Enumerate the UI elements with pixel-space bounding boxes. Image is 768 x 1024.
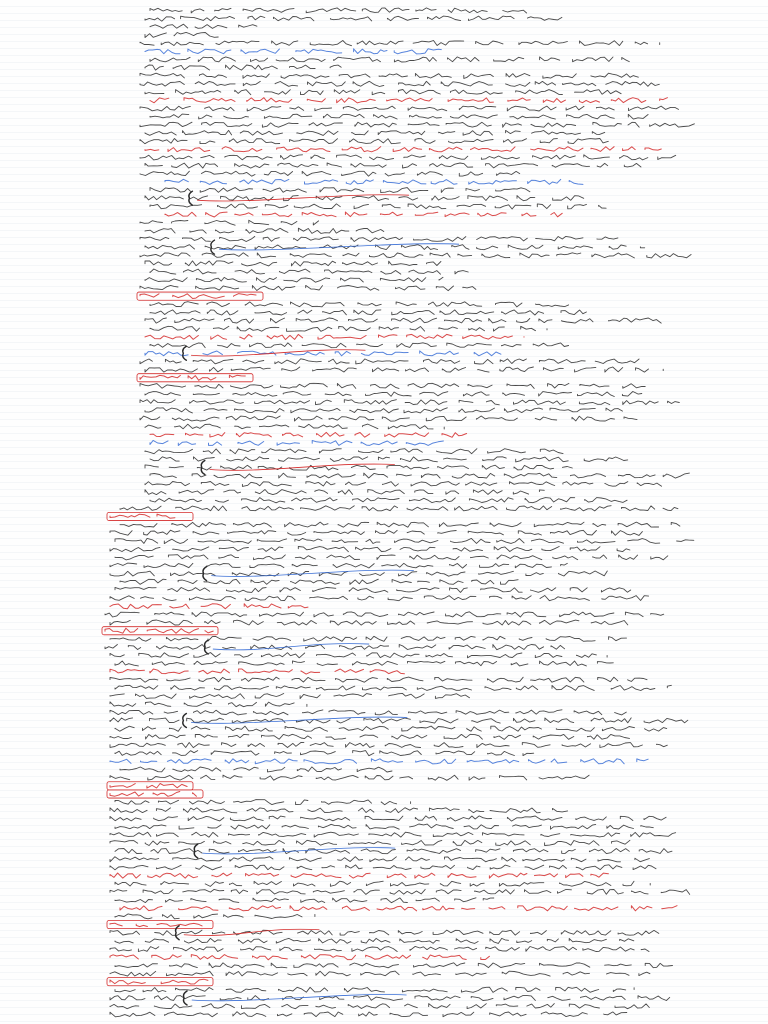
- handwritten-line: [110, 547, 630, 552]
- handwritten-line: [110, 946, 649, 951]
- handwritten-line: [110, 620, 628, 625]
- handwritten-line: [110, 865, 656, 870]
- handwritten-line: [150, 498, 627, 503]
- handwritten-line: [145, 228, 384, 233]
- handwritten-line: [140, 81, 659, 86]
- handwritten-line: [145, 90, 621, 95]
- handwritten-line: [110, 979, 208, 984]
- handwritten-line: [145, 65, 341, 70]
- handwritten-line: [150, 302, 569, 307]
- handwritten-line: [110, 832, 676, 837]
- handwritten-line: [145, 277, 443, 282]
- handwritten-line: [120, 522, 680, 527]
- handwritten-line: [115, 661, 613, 666]
- handwritten-line: [140, 383, 645, 388]
- handwritten-line: [110, 596, 649, 601]
- handwritten-line: [150, 8, 527, 13]
- connector-stroke: [203, 848, 395, 854]
- handwritten-line: [115, 938, 634, 943]
- handwritten-line: [105, 645, 565, 650]
- handwritten-line: [110, 514, 175, 518]
- handwritten-line: [150, 269, 468, 274]
- handwritten-line: [120, 767, 392, 772]
- handwritten-line: [110, 808, 568, 813]
- handwritten-line: [145, 49, 441, 54]
- handwritten-line: [110, 923, 202, 926]
- handwritten-line: [110, 759, 648, 764]
- handwritten-line: [150, 343, 569, 348]
- handwritten-line: [140, 359, 639, 364]
- handwritten-line: [110, 653, 607, 658]
- handwritten-line: [150, 457, 628, 462]
- handwritten-line: [145, 367, 663, 372]
- handwritten-line: [145, 16, 562, 21]
- handwritten-line: [145, 32, 218, 37]
- handwritten-line: [150, 24, 257, 28]
- handwritten-line: [110, 530, 642, 535]
- handwritten-line: [110, 857, 649, 862]
- brace-mark: [211, 240, 215, 254]
- handwritten-line: [140, 220, 319, 225]
- handwritten-line: [145, 334, 524, 339]
- handwritten-line: [150, 440, 443, 445]
- handwritten-line: [110, 734, 630, 739]
- handwritten-line: [115, 751, 534, 756]
- handwritten-line: [150, 432, 467, 437]
- handwritten-line: [115, 538, 694, 543]
- handwritten-line: [115, 555, 668, 560]
- handwritten-line: [120, 579, 518, 584]
- handwritten-line: [140, 253, 691, 258]
- handwritten-line: [140, 236, 618, 241]
- handwritten-line: [115, 914, 315, 919]
- handwritten-line: [115, 726, 667, 731]
- handwritten-line: [150, 57, 629, 62]
- handwritten-line: [165, 212, 562, 217]
- handwritten-line: [115, 800, 411, 805]
- handwritten-line: [110, 775, 589, 780]
- handwritten-line: [110, 840, 630, 845]
- boxed-heading-mark: [102, 627, 218, 635]
- brace-mark: [176, 926, 180, 940]
- boxed-heading-mark: [107, 920, 213, 928]
- handwritten-line: [110, 693, 470, 698]
- handwritten-line: [110, 955, 489, 960]
- boxed-heading-mark: [137, 374, 253, 382]
- handwritten-line: [140, 400, 679, 405]
- handwritten-line: [110, 604, 308, 609]
- handwritten-line: [140, 106, 679, 111]
- handwritten-line: [110, 1004, 649, 1009]
- brace-mark: [205, 640, 209, 654]
- handwritten-line: [150, 188, 530, 193]
- handwritten-line: [115, 963, 673, 968]
- handwritten-line: [145, 130, 605, 135]
- boxed-heading-mark: [107, 512, 193, 520]
- handwritten-line: [110, 995, 670, 1000]
- handwritten-line: [110, 702, 307, 707]
- handwritten-line: [150, 473, 689, 478]
- handwritten-line: [145, 465, 572, 470]
- handwritten-line: [115, 881, 650, 886]
- brace-mark: [201, 461, 205, 475]
- handwritten-line: [110, 889, 690, 894]
- handwritten-line: [145, 351, 501, 356]
- handwritten-line: [110, 742, 667, 747]
- handwritten-line: [115, 987, 634, 992]
- handwritten-line: [140, 155, 676, 160]
- handwritten-line: [110, 1012, 627, 1017]
- handwritten-line: [140, 73, 638, 78]
- handwritten-line: [150, 114, 648, 119]
- handwritten-line: [140, 375, 245, 380]
- handwritten-line: [150, 204, 606, 209]
- handwritten-line: [145, 147, 661, 152]
- handwritten-line: [140, 122, 694, 127]
- handwritten-line: [110, 669, 404, 674]
- handwritten-line: [110, 971, 650, 976]
- brace-mark: [183, 346, 187, 360]
- handwritten-line: [120, 506, 678, 511]
- handwritten-line: [140, 139, 608, 144]
- handwritten-line: [165, 179, 583, 184]
- handwritten-line: [145, 163, 641, 168]
- handwritten-line: [145, 261, 441, 266]
- handwritten-line: [145, 196, 584, 201]
- handwritten-line: [140, 285, 476, 290]
- handwritten-line: [110, 930, 659, 935]
- handwritten-line: [150, 98, 667, 103]
- handwritten-line: [110, 677, 647, 682]
- handwritten-line: [115, 898, 494, 903]
- handwritten-line: [115, 587, 631, 592]
- handwritten-line: [140, 416, 637, 421]
- handwritten-line: [110, 816, 666, 821]
- handwritten-line: [110, 571, 607, 576]
- handwritten-line: [110, 563, 567, 568]
- handwritten-line: [105, 612, 664, 617]
- handwritten-line: [110, 710, 626, 715]
- handwritten-line: [150, 326, 547, 331]
- handwritten-line: [110, 873, 608, 878]
- handwritten-line: [115, 849, 672, 854]
- handwritten-line: [115, 685, 671, 690]
- handwritten-line: [145, 424, 444, 429]
- handwritten-line: [110, 784, 187, 789]
- handwritten-line: [110, 636, 627, 641]
- handwritten-line: [120, 906, 677, 911]
- handwritten-line: [145, 449, 563, 454]
- handwritten-line: [145, 490, 544, 495]
- handwritten-line: [145, 408, 623, 413]
- handwritten-line: [140, 41, 660, 46]
- handwritten-line: [105, 628, 213, 633]
- brace-mark: [183, 714, 187, 728]
- handwritten-line: [110, 792, 196, 797]
- handwritten-line: [140, 171, 520, 176]
- handwritten-line: [145, 392, 642, 397]
- handwritten-line: [145, 482, 662, 487]
- handwritten-line: [140, 294, 256, 299]
- handwritten-line: [150, 310, 586, 315]
- handwritten-line: [110, 718, 688, 723]
- handwritten-line: [115, 824, 653, 829]
- handwritten-line: [145, 318, 661, 323]
